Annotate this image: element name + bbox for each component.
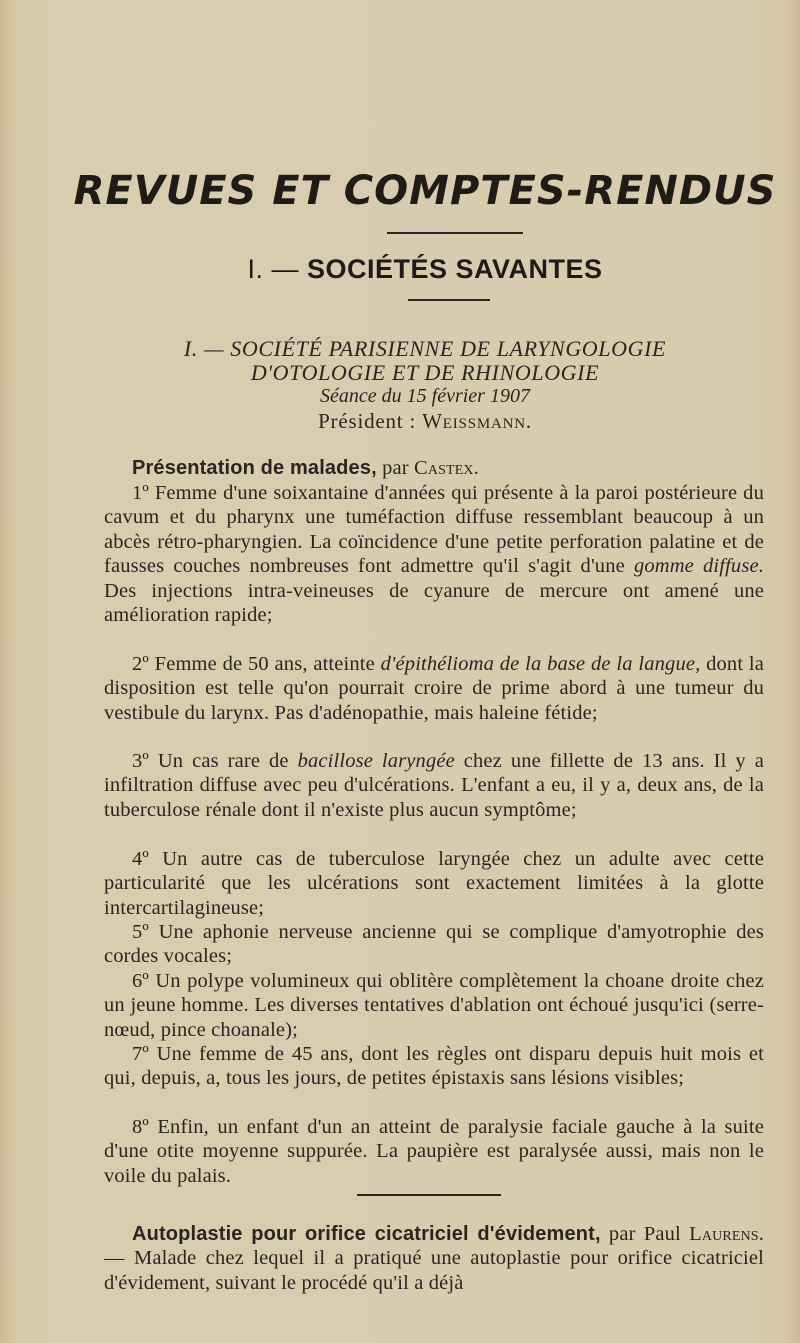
case-item-1 (104, 481, 764, 627)
presentation-author: Castex. (414, 457, 479, 479)
society-line-1: I. — SOCIÉTÉ PARISIENNE DE LARYNGOLOGIE (183, 336, 667, 361)
case-text: Enfin, un enfant d'un an atteint de paralysie faciale gauche à la suite d'une otite moyenne suppurée. La paupière est paralysée aussi, mais non le voile du palais. (104, 1116, 764, 1187)
title-rule (387, 232, 523, 234)
case-text: Un autre cas de tuberculose laryngée chez un adulte avec cette particularité que les ulcérations sont exactement limitées à la glotte intercartilagineuse; (104, 848, 764, 919)
case-number: 2º (132, 653, 149, 675)
case-number: 5º (132, 921, 149, 943)
case-emphasis: bacillose laryngée (297, 750, 455, 772)
case-text: Un cas rare de (148, 750, 298, 772)
president-line (0, 409, 800, 434)
case-text-end: Des injections intra-veineuses de cyanure de mercure ont amené une amélioration rapide; (104, 579, 764, 627)
autoplastie-author: Laurens. (689, 1223, 764, 1245)
case-item-5 (104, 920, 764, 969)
case-item-4 (104, 847, 764, 920)
section-number: I. — (247, 254, 299, 284)
case-text: Une aphonie nerveuse ancienne qui se complique d'amyotrophie des cordes vocales; (104, 921, 764, 968)
case-emphasis: d'épithélioma de la base de la langue, (380, 653, 701, 675)
presentation-heading: Présentation de malades, (132, 457, 377, 479)
case-text: Femme d'une soixantaine d'années qui présente à la paroi postérieure du cavum et du pharynx une tuméfaction diffuse ressemblant beaucoup à un abcès rétro-pharyngien. La coïncidence d'une petite perforation palatine et de fausses couches nombreuses font admettre qu'il s'agit d'une (104, 482, 764, 578)
autoplastie-paragraph (104, 1222, 764, 1295)
autoplastie-by: par Paul (600, 1223, 690, 1245)
autoplastie-heading: Autoplastie pour orifice cicatriciel d'évidement, (132, 1223, 601, 1245)
session-date: Séance du 15 février 1907 (320, 385, 530, 407)
case-number: 1º (132, 482, 149, 504)
case-text: Femme de 50 ans, atteinte (148, 653, 381, 675)
case-number: 3º (132, 750, 149, 772)
case-number: 8º (132, 1116, 149, 1138)
president-label: Président : (318, 409, 423, 433)
section-title (0, 254, 800, 285)
section-name: SOCIÉTÉS SAVANTES (306, 254, 603, 284)
president-name: Weissmann. (422, 409, 532, 433)
section-rule (408, 299, 490, 301)
separator-rule (357, 1194, 501, 1196)
autoplastie-text: — Malade chez lequel il a pratiqué une autoplastie pour orifice cicatriciel d'évidement, suivant le procédé qu'il a déjà (104, 1247, 764, 1294)
case-item-7 (104, 1042, 764, 1091)
society-line-2: D'OTOLOGIE ET DE RHINOLOGIE (250, 360, 600, 385)
case-number: 7º (132, 1043, 149, 1065)
case-text: Un polype volumineux qui oblitère complètement la choane droite chez un jeune homme. Les diverses tentatives d'ablation ont échoué jusqu'ici (serre-nœud, pince choanale); (104, 970, 764, 1041)
case-text-end: chez une fillette de 13 ans. Il y a infiltration diffuse avec peu d'ulcérations. L'enfant a eu, il y a, deux ans, de la tuberculose rénale dont il n'existe plus aucun symptôme; (104, 750, 764, 821)
case-item-8 (104, 1115, 764, 1188)
case-emphasis: gomme diffuse. (633, 555, 764, 578)
presentation-by: par (376, 457, 414, 479)
main-title: REVUES ET COMPTES-RENDUS (73, 168, 777, 214)
case-item-6 (104, 969, 764, 1042)
case-text: Une femme de 45 ans, dont les règles ont disparu depuis huit mois et qui, depuis, a, tous les jours, de petites épistaxis sans lésions visibles; (104, 1043, 764, 1090)
case-text-end: dont la disposition est telle qu'on pourrait croire de prime abord à une tumeur du vestibule du larynx. Pas d'adénopathie, mais haleine fétide; (104, 653, 764, 724)
case-number: 6º (132, 970, 149, 992)
case-item-3 (104, 749, 764, 822)
presentation-heading-paragraph (104, 456, 764, 480)
case-item-2 (104, 652, 764, 725)
case-number: 4º (132, 848, 149, 870)
